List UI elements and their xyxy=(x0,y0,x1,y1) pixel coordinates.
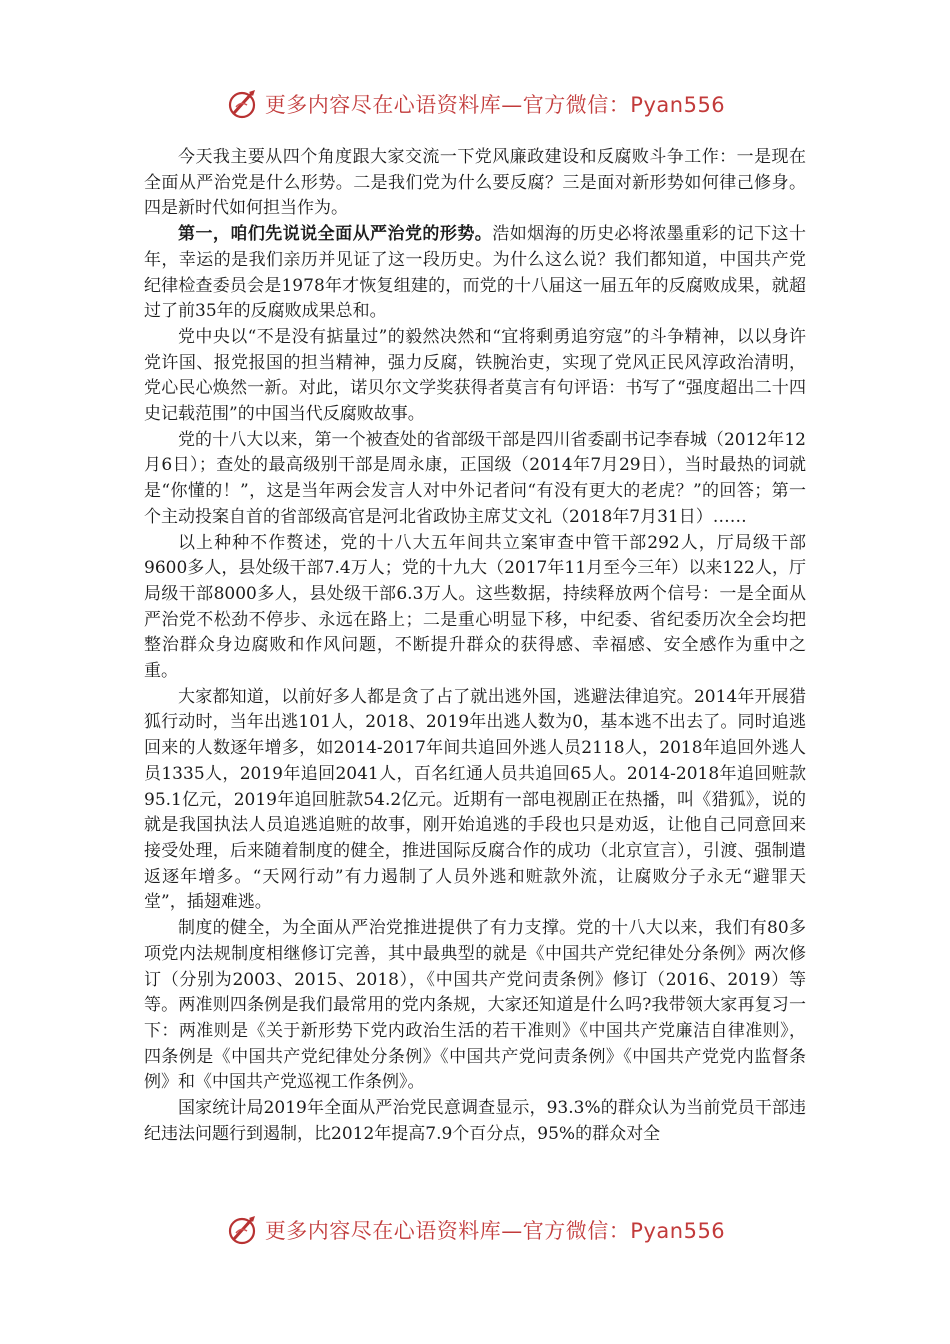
paragraph: 今天我主要从四个角度跟大家交流一下党风廉政建设和反腐败斗争工作：一是现在全面从严治党是什么形势。二是我们党为什么要反腐？三是面对新形势如何律己修身。四是新时代如何担当作为。 xyxy=(144,147,806,219)
section-heading: 第一，咱们先说说全面从严治党的形势。 xyxy=(178,224,493,245)
paragraph: 党中央以“不是没有掂量过”的毅然决然和“宜将剩勇追穷寇”的斗争精神，以以身许党许国、报党报国的担当精神，强力反腐，铁腕治吏，实现了党风正民风淳政治清明，党心民心焕然一新。对此，诺贝尔文学奖获得者莫言有句评语：书写了“强度超出二十四史记载范围”的中国当代反腐败故事。 xyxy=(144,326,806,425)
paragraph: 大家都知道，以前好多人都是贪了占了就出逃外国，逃避法律追究。2014年开展猎狐行动时，当年出逃101人，2018、2019年出逃人数为0，基本逃不出去了。同时追逃回来的人数逐年增多，如2014-2017年间共追回外逃人员2118人，2018年追回外逃人员1335人，2019年追回2041人，百名红通人员共追回65人。2014-2018年追回赃款95.1亿元，2019年追回脏款54.2亿元。近期有一部电视剧正在热播，叫《猎狐》，说的就是我国执法人员追逃追赃的故事，刚开始追逃的手段也只是劝返，让他自己同意回来接受处理，后来随着制度的健全，推进国际反腐合作的成功（北京宣言），引渡、强制遣返逐年增多。“天网行动”有力遏制了人员外逃和赃款外流，让腐败分子永无“避罪天堂”，插翅难逃。 xyxy=(144,686,806,913)
footer-banner-text: 更多内容尽在心语资料库—官方微信：Pyan556 xyxy=(264,1219,726,1243)
pen-seal-icon xyxy=(225,86,261,122)
header-banner-text: 更多内容尽在心语资料库—官方微信：Pyan556 xyxy=(264,93,726,117)
paragraph: 以上种种不作赘述，党的十八大五年间共立案审查中管干部292人，厅局级干部9600多人，县处级干部7.4万人；党的十九大（2017年11月至今三年）以来122人，厅局级干部8000多人，县处级干部6.3万人。这些数据，持续释放两个信号：一是全面从严治党不松劲不停步、永远在路上；二是重心明显下移，中纪委、省纪委历次全会均把整治群众身边腐败和作风问题，不断提升群众的获得感、幸福感、安全感作为重中之重。 xyxy=(144,532,806,682)
paragraph: 第一，咱们先说说全面从严治党的形势。浩如烟海的历史必将浓墨重彩的记下这十年，幸运的是我们亲历并见证了这一段历史。为什么这么说？我们都知道，中国共产党纪律检查委员会是1978年才恢复组建的，而党的十八届这一届五年的反腐败成果，就超过了前35年的反腐败成果总和。 xyxy=(144,224,807,322)
pen-seal-icon xyxy=(225,1212,261,1248)
paragraph: 制度的健全，为全面从严治党推进提供了有力支撑。党的十八大以来，我们有80多项党内法规制度相继修订完善，其中最典型的就是《中国共产党纪律处分条例》两次修订（分别为2003、2015、2018），《中国共产党问责条例》修订（2016、2019）等等。两准则四条例是我们最常用的党内条规，大家还知道是什么吗?我带领大家再复习一下：两准则是《关于新形势下党内政治生活的若干准则》《中国共产党廉洁自律准则》，四条例是《中国共产党纪律处分条例》《中国共产党问责条例》《中国共产党党内监督条例》和《中国共产党巡视工作条例》。 xyxy=(144,918,806,1093)
paragraph: 国家统计局2019年全面从严治党民意调查显示，93.3%的群众认为当前党员干部违纪违法问题行到遏制，比2012年提高7.9个百分点，95%的群众对全 xyxy=(144,1098,806,1144)
header-banner xyxy=(0,84,950,124)
footer-banner xyxy=(0,1210,950,1250)
paragraph: 党的十八大以来，第一个被查处的省部级干部是四川省委副书记李春城（2012年12月6日）；查处的最高级别干部是周永康，正国级（2014年7月29日），当时最热的词就是“你懂的！”，这是当年两会发言人对中外记者问“有没有更大的老虎？”的回答；第一个主动投案自首的省部级高官是河北省政协主席艾文礼（2018年7月31日）…… xyxy=(144,429,806,527)
document-body xyxy=(144,145,806,1147)
